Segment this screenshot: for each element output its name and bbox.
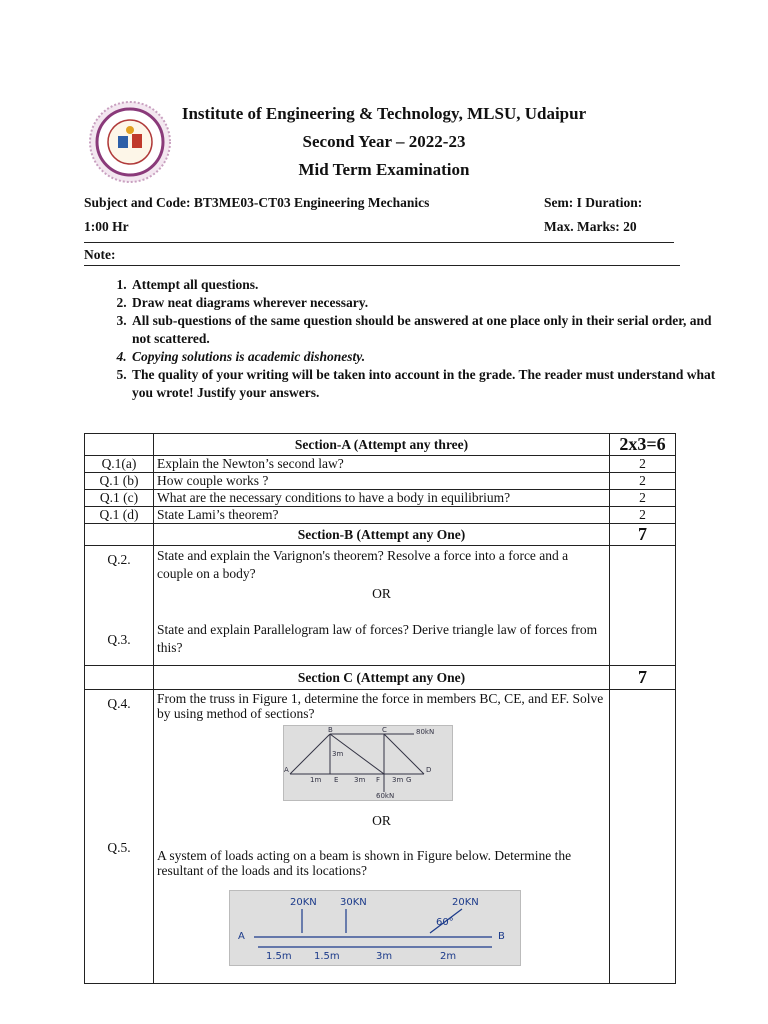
note-label: Note: — [84, 247, 116, 262]
exam-title: Mid Term Examination — [298, 160, 470, 179]
fig1-label: G — [406, 776, 412, 784]
table-row — [85, 490, 676, 507]
divider-bottom — [84, 265, 680, 266]
question-text: State and explain Parallelogram law of forces? Derive triangle law of forces from this? — [157, 622, 598, 655]
section-c-title: Section C (Attempt any One) — [154, 666, 610, 690]
question-number: Q.1 (c) — [85, 490, 154, 507]
question-text: From the truss in Figure 1, determine the force in members BC, CE, and EF. Solve by using method of sections? — [157, 691, 604, 721]
question-marks: 2 — [610, 490, 676, 507]
fig1-label: C — [382, 726, 387, 734]
max-marks: Max. Marks: 20 — [544, 219, 637, 234]
fig2-label: 20KN — [452, 897, 479, 908]
table-row — [85, 690, 676, 984]
fig1-label: A — [284, 766, 289, 774]
fig1-label: E — [334, 776, 339, 784]
subject-code: Subject and Code: BT3ME03-CT03 Engineering Mechanics — [84, 195, 430, 210]
semester-duration: Sem: I Duration: — [544, 195, 643, 210]
question-marks: 2 — [610, 507, 676, 524]
or-separator: OR — [372, 813, 391, 828]
institute-title: Institute of Engineering & Technology, MLSU, Udaipur — [181, 104, 587, 123]
section-b-title: Section-B (Attempt any One) — [154, 524, 610, 546]
fig2-label: 60° — [436, 917, 454, 928]
fig1-label: 80kN — [416, 728, 435, 736]
section-c-header-row — [85, 666, 676, 690]
instruction-item: 1. Attempt all questions. — [130, 276, 720, 294]
question-marks: 2 — [610, 473, 676, 490]
fig1-label: 3m — [354, 776, 366, 784]
fig1-label: B — [328, 726, 333, 734]
fig2-label: 3m — [376, 951, 393, 962]
question-number: Q.5. — [107, 840, 131, 855]
instruction-item: 5. The quality of your writing will be taken into account in the grade. The reader must understand what you wrote! Justify your answers. — [130, 366, 720, 402]
question-text: Explain the Newton’s second law? — [154, 456, 610, 473]
fig1-label: 3m — [392, 776, 404, 784]
fig2-label: 2m — [440, 951, 457, 962]
question-number: Q.2. — [107, 552, 131, 567]
instruction-item: 2. Draw neat diagrams wherever necessary. — [130, 294, 720, 312]
duration-value: 1:00 Hr — [84, 219, 129, 234]
table-row — [85, 546, 676, 666]
question-number: Q.4. — [107, 696, 131, 711]
fig2-label: 1.5m — [314, 951, 340, 962]
question-number: Q.1(a) — [85, 456, 154, 473]
question-number: Q.1 (d) — [85, 507, 154, 524]
question-marks: 2 — [610, 456, 676, 473]
question-text: What are the necessary conditions to have a body in equilibrium? — [154, 490, 610, 507]
question-text: State Lami’s theorem? — [154, 507, 610, 524]
or-separator: OR — [372, 586, 391, 601]
table-row — [85, 507, 676, 524]
fig1-label: D — [426, 766, 432, 774]
fig1-label: 60kN — [376, 792, 395, 800]
section-b-header-row — [85, 524, 676, 546]
fig1-label: 3m — [332, 750, 344, 758]
section-a-header-row — [85, 434, 676, 456]
section-c-marks: 7 — [610, 666, 676, 690]
instruction-item: 3. All sub-questions of the same question should be answered at one place only in their serial order, and not scattered. — [130, 312, 720, 348]
instruction-item: 4. Copying solutions is academic dishonesty. — [130, 348, 720, 366]
section-a-marks: 2x3=6 — [610, 434, 676, 456]
beam-figure — [229, 890, 521, 966]
divider-top — [84, 242, 674, 243]
fig2-label: 20KN — [290, 897, 317, 908]
fig2-label: A — [238, 931, 245, 942]
year-title: Second Year – 2022-23 — [302, 132, 466, 151]
question-text: How couple works ? — [154, 473, 610, 490]
questions-table — [84, 433, 676, 984]
fig2-label: B — [498, 931, 505, 942]
question-number: Q.1 (b) — [85, 473, 154, 490]
instructions-list — [92, 276, 720, 402]
section-a-title: Section-A (Attempt any three) — [154, 434, 610, 456]
fig1-label: 1m — [310, 776, 322, 784]
table-row — [85, 456, 676, 473]
fig1-label: F — [376, 776, 381, 784]
table-row — [85, 473, 676, 490]
fig2-label: 30KN — [340, 897, 367, 908]
question-text: A system of loads acting on a beam is shown in Figure below. Determine the resultant of the loads and its locations? — [157, 848, 572, 878]
question-text: State and explain the Varignon's theorem? Resolve a force into a force and a couple on a body? — [157, 548, 569, 581]
question-number: Q.3. — [107, 632, 131, 647]
fig2-label: 1.5m — [266, 951, 292, 962]
section-b-marks: 7 — [610, 524, 676, 546]
truss-figure — [283, 725, 453, 801]
